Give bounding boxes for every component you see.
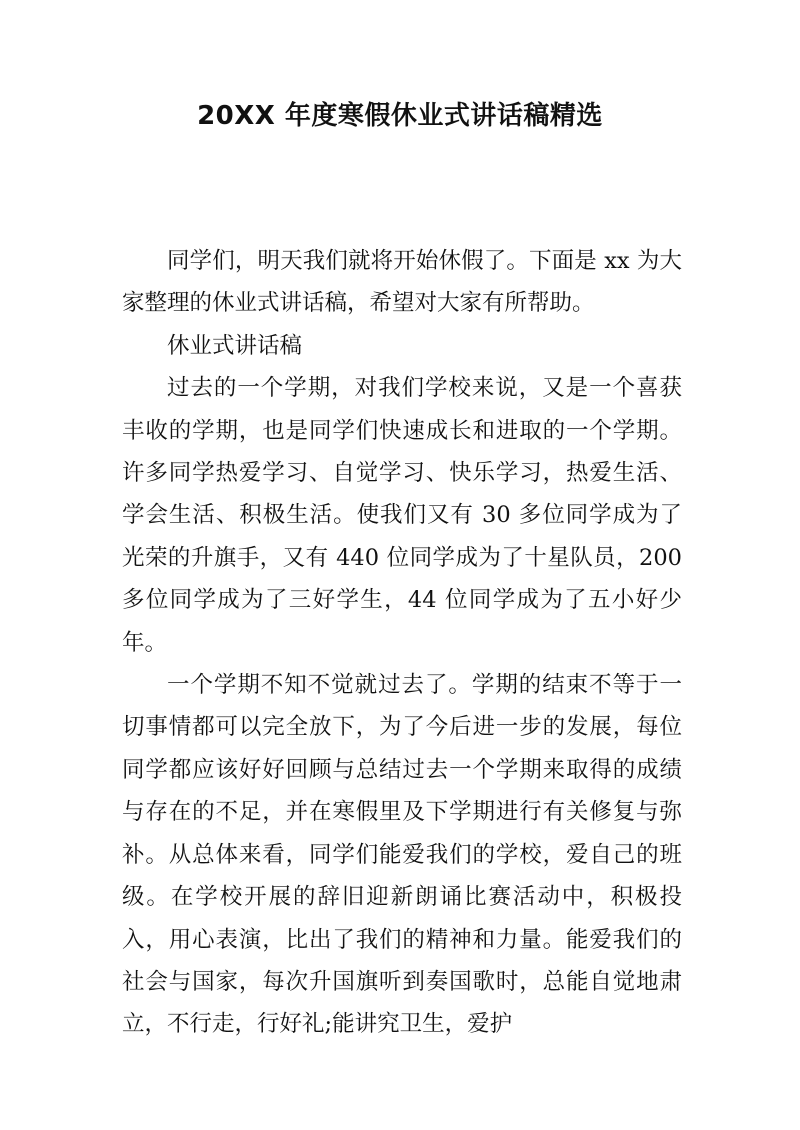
document-title: 20XX 年度寒假休业式讲话稿精选 — [197, 101, 603, 131]
document-body — [122, 240, 682, 1046]
paragraph-achievements: 过去的一个学期，对我们学校来说，又是一个喜获丰收的学期，也是同学们快速成长和进取的一个学期。许多同学热爱学习、自觉学习、快乐学习，热爱生活、学会生活、积极生活。使我们又有 30 多位同学成为了光荣的升旗手，又有 440 位同学成为了十星队员，200 多位同学成为了三好学生，44 位同学成为了五小好少年。 — [122, 375, 682, 656]
paragraph-reflection: 一个学期不知不觉就过去了。学期的结束不等于一切事情都可以完全放下，为了今后进一步的发展，每位同学都应该好好回顾与总结过去一个学期来取得的成绩与存在的不足，并在寒假里及下学期进行有关修复与弥补。从总体来看，同学们能爱我们的学校，爱自己的班级。在学校开展的辞旧迎新朗诵比赛活动中，积极投入，用心表演，比出了我们的精神和力量。能爱我们的社会与国家，每次升国旗听到奏国歌时，总能自觉地肃立，不行走，行好礼;能讲究卫生，爱护 — [122, 672, 682, 1038]
paragraph-subtitle: 休业式讲话稿 — [167, 332, 303, 359]
paragraph-intro: 同学们，明天我们就将开始休假了。下面是 xx 为大家整理的休业式讲话稿，希望对大家有所帮助。 — [122, 248, 682, 317]
